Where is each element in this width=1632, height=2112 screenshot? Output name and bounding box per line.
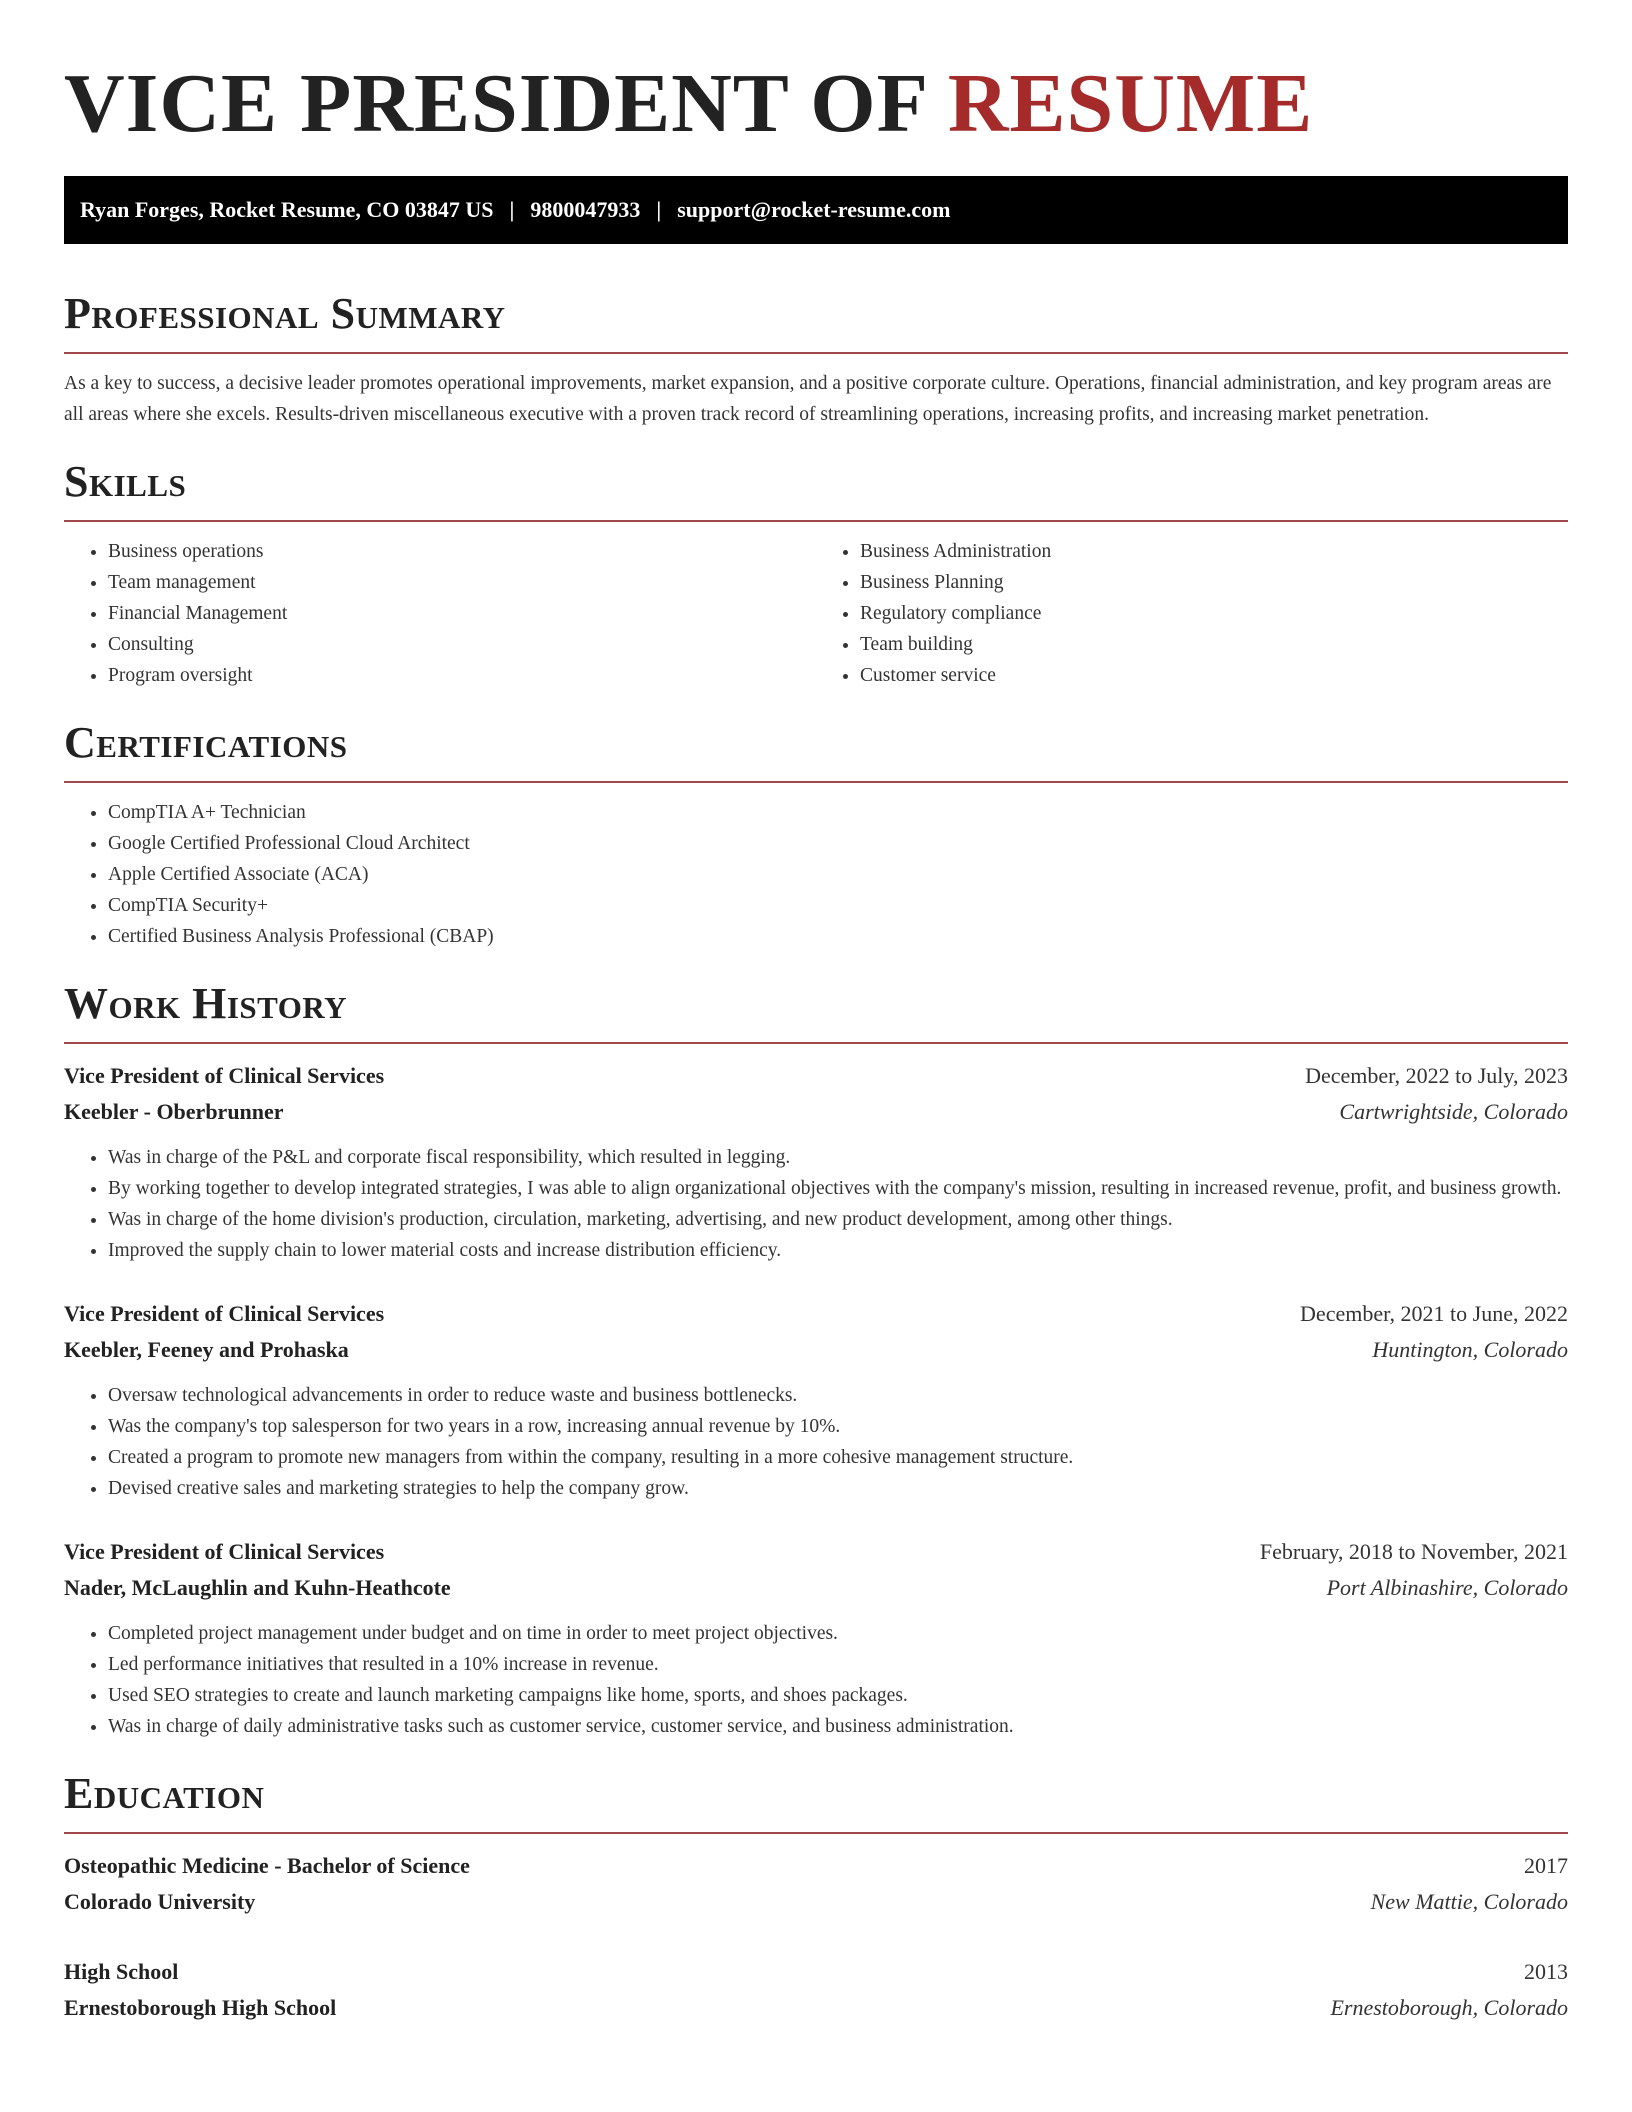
job-bullet: • Oversaw technological advancements in order to reduce waste and business bottlenecks. [108, 1380, 1568, 1411]
skill-item: • Business operations [108, 536, 816, 567]
section-divider [64, 1832, 1568, 1834]
job-bullets [64, 1380, 1568, 1504]
education-degree: High School [64, 1959, 179, 1984]
job-bullet: • Completed project management under budget and on time in order to meet project objectives. [108, 1618, 1568, 1649]
section-divider [64, 520, 1568, 522]
skill-item: • Financial Management [108, 598, 816, 629]
job-title: Vice President of Clinical Services [64, 1063, 385, 1088]
contact-separator: | [656, 197, 662, 222]
job-location: Cartwrightside, Colorado [1339, 1099, 1568, 1124]
job-bullet: • Was in charge of the home division's production, circulation, marketing, advertising, and new product development, among other things. [108, 1204, 1568, 1235]
section-divider [64, 352, 1568, 354]
job-entry [64, 1296, 1568, 1504]
skill-item: • Regulatory compliance [860, 598, 1568, 629]
job-bullets [64, 1142, 1568, 1266]
job-bullet: • Was in charge of the P&L and corporate fiscal responsibility, which resulted in legging. [108, 1142, 1568, 1173]
skill-item: • Team management [108, 567, 816, 598]
section-divider [64, 781, 1568, 783]
certification-item: • Apple Certified Associate (ACA) [108, 859, 1568, 890]
skill-item: • Team building [860, 629, 1568, 660]
summary-section [64, 288, 1568, 430]
certification-item: • Certified Business Analysis Professional (CBAP) [108, 921, 1568, 952]
skills-column-right [816, 536, 1568, 691]
contact-bar [64, 176, 1568, 244]
job-bullet: • Used SEO strategies to create and launch marketing campaigns like home, sports, and shoes packages. [108, 1680, 1568, 1711]
job-dates: December, 2021 to June, 2022 [1300, 1301, 1568, 1326]
resume-title [64, 56, 1568, 152]
title-main: VICE PRESIDENT OF [64, 57, 948, 150]
job-location: Huntington, Colorado [1372, 1337, 1568, 1362]
skill-item: • Program oversight [108, 660, 816, 691]
job-title: Vice President of Clinical Services [64, 1301, 385, 1326]
skill-item: • Business Administration [860, 536, 1568, 567]
education-section [64, 1768, 1568, 2026]
skills-list-left [64, 536, 816, 691]
job-bullet: • Was the company's top salesperson for two years in a row, increasing annual revenue by 10%. [108, 1411, 1568, 1442]
skills-list-right [816, 536, 1568, 691]
skills-grid [64, 536, 1568, 691]
education-degree-row [64, 1848, 1568, 1884]
skills-section [64, 456, 1568, 691]
contact-phone: 9800047933 [530, 197, 641, 222]
job-dates: February, 2018 to November, 2021 [1259, 1539, 1568, 1564]
education-year: 2013 [1524, 1959, 1568, 1984]
job-bullet: • By working together to develop integrated strategies, I was able to align organizational objectives with the company's mission, resulting in increased revenue, profit, and business growth. [108, 1173, 1568, 1204]
education-school-row [64, 1990, 1568, 2026]
education-year: 2017 [1524, 1853, 1568, 1878]
education-degree-row [64, 1954, 1568, 1990]
summary-text: As a key to success, a decisive leader promotes operational improvements, market expansion, and a positive corporate culture. Operations, financial administration, and key program areas are all areas where she excels. Results-driven miscellaneous executive with a proven track record of streamlining operations, increasing profits, and increasing market penetration. [64, 373, 1552, 425]
certifications-section [64, 717, 1568, 952]
job-title-row [64, 1534, 1568, 1570]
education-school: Ernestoborough High School [64, 1995, 337, 2020]
certification-item: • CompTIA Security+ [108, 890, 1568, 921]
skill-item: • Consulting [108, 629, 816, 660]
job-dates: December, 2022 to July, 2023 [1305, 1063, 1568, 1088]
job-title-row [64, 1296, 1568, 1332]
job-company: Keebler - Oberbrunner [64, 1099, 284, 1124]
education-heading: Education [64, 1769, 265, 1818]
education-location: New Mattie, Colorado [1370, 1889, 1568, 1914]
education-school-row [64, 1884, 1568, 1920]
skill-item: • Customer service [860, 660, 1568, 691]
certification-item: • CompTIA A+ Technician [108, 797, 1568, 828]
summary-heading: Professional Summary [64, 289, 506, 338]
education-school: Colorado University [64, 1889, 256, 1914]
job-company: Nader, McLaughlin and Kuhn-Heathcote [64, 1575, 451, 1600]
job-bullet: • Was in charge of daily administrative tasks such as customer service, customer service, and business administration. [108, 1711, 1568, 1742]
job-title: Vice President of Clinical Services [64, 1539, 385, 1564]
job-company-row [64, 1570, 1568, 1606]
work-history-heading: Work History [64, 979, 348, 1028]
certifications-list [64, 797, 1568, 952]
contact-name-address: Ryan Forges, Rocket Resume, CO 03847 US [80, 197, 494, 222]
certification-item: • Google Certified Professional Cloud Architect [108, 828, 1568, 859]
contact-email: support@rocket-resume.com [677, 197, 951, 222]
certifications-heading: Certifications [64, 718, 348, 767]
education-entry [64, 1954, 1568, 2026]
job-title-row [64, 1058, 1568, 1094]
education-location: Ernestoborough, Colorado [1330, 1995, 1568, 2020]
skill-item: • Business Planning [860, 567, 1568, 598]
job-bullet: • Improved the supply chain to lower material costs and increase distribution efficiency. [108, 1235, 1568, 1266]
job-location: Port Albinashire, Colorado [1326, 1575, 1568, 1600]
skills-heading: Skills [64, 457, 187, 506]
job-entry [64, 1534, 1568, 1742]
job-company-row [64, 1094, 1568, 1130]
job-company: Keebler, Feeney and Prohaska [64, 1337, 349, 1362]
job-bullets [64, 1618, 1568, 1742]
education-entry [64, 1848, 1568, 1920]
education-degree: Osteopathic Medicine - Bachelor of Science [64, 1853, 470, 1878]
job-entry [64, 1058, 1568, 1266]
job-bullet: • Led performance initiatives that resulted in a 10% increase in revenue. [108, 1649, 1568, 1680]
contact-separator: | [509, 197, 515, 222]
job-bullet: • Created a program to promote new managers from within the company, resulting in a more cohesive management structure. [108, 1442, 1568, 1473]
skills-column-left [64, 536, 816, 691]
work-history-section [64, 978, 1568, 1742]
job-bullet: • Devised creative sales and marketing strategies to help the company grow. [108, 1473, 1568, 1504]
title-accent: RESUME [947, 57, 1314, 150]
section-divider [64, 1042, 1568, 1044]
job-company-row [64, 1332, 1568, 1368]
